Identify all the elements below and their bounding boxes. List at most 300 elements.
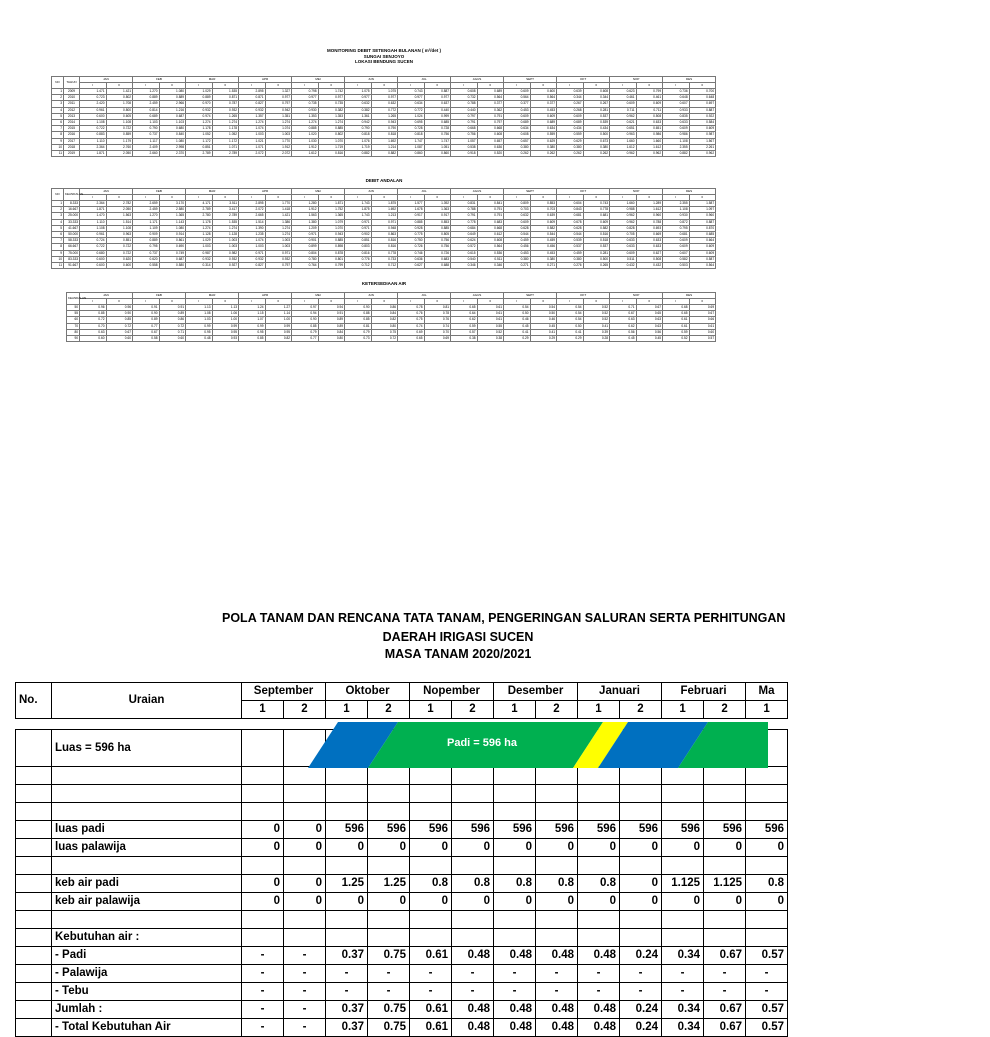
- table-cell: 1.029: [186, 238, 213, 244]
- half-header: II: [583, 299, 610, 305]
- half-header: I: [557, 195, 584, 201]
- table-cell: [494, 929, 536, 947]
- table-cell: [326, 785, 368, 803]
- table-cell: 2.370: [159, 150, 186, 156]
- table-cell: 0.516: [583, 231, 610, 237]
- table-cell: 0.680: [159, 126, 186, 132]
- table-cell: 0.48: [452, 1019, 494, 1037]
- table-cell: [536, 785, 578, 803]
- table-cell: 0: [410, 893, 452, 911]
- table-cell: 0.639: [557, 89, 584, 95]
- month-header: Januari: [578, 683, 662, 701]
- table-cell: -: [494, 965, 536, 983]
- table-cell: 1.770: [265, 138, 292, 144]
- half-header: II: [689, 83, 716, 89]
- table-cell: 0.537: [583, 244, 610, 250]
- table-cell: [620, 911, 662, 929]
- table-cell: 0.85: [80, 311, 107, 317]
- table-row: [16, 1001, 788, 1019]
- col-no: NO: [52, 77, 64, 89]
- table-cell: 2.459: [133, 101, 160, 107]
- row-year: 2010: [64, 95, 80, 101]
- table-cell: 2.780: [186, 213, 213, 219]
- blank-cell: [662, 767, 704, 785]
- table-cell: 596: [662, 821, 704, 839]
- table-cell: -: [620, 983, 662, 1001]
- table-cell: 0.54: [557, 305, 584, 311]
- table-cell: 0.54: [557, 311, 584, 317]
- table-cell: 0.818: [345, 132, 372, 138]
- table-cell: 1.770: [265, 201, 292, 207]
- row-label: keb air palawija: [52, 893, 242, 911]
- table-cell: [704, 785, 746, 803]
- table-cell: [242, 929, 284, 947]
- table-cell: 1.719: [345, 144, 372, 150]
- table-cell: 0.34: [662, 1001, 704, 1019]
- table-cell: 0.377: [530, 101, 557, 107]
- table-cell: 1.003: [265, 238, 292, 244]
- monitoring-title: [0, 48, 768, 65]
- table-cell: 0.609: [610, 101, 637, 107]
- table-cell: 0.76: [424, 317, 451, 323]
- table-cell: -: [662, 983, 704, 1001]
- table-cell: 2.459: [133, 207, 160, 213]
- table-cell: 0.977: [318, 95, 345, 101]
- table-cell: 0.633: [636, 119, 663, 125]
- table-cell: 0.977: [371, 95, 398, 101]
- table-cell: 1.108: [80, 225, 107, 231]
- table-cell: 0.539: [557, 238, 584, 244]
- table-cell: 0.48: [494, 1001, 536, 1019]
- blank-cell: [242, 767, 284, 785]
- month-header: NOP: [610, 189, 663, 195]
- table-cell: 0.628: [557, 225, 584, 231]
- half-header: II: [159, 195, 186, 201]
- table-row: [52, 262, 716, 268]
- table-cell: 0.609: [610, 250, 637, 256]
- table-cell: 0.440: [424, 107, 451, 113]
- table-cell: [242, 803, 284, 821]
- table-cell: 0.885: [318, 126, 345, 132]
- table-cell: 0.584: [689, 119, 716, 125]
- table-cell: 0.700: [689, 89, 716, 95]
- period-header: 2: [368, 701, 410, 719]
- table-cell: 1.392: [424, 201, 451, 207]
- row-no: [16, 803, 52, 821]
- table-cell: 0.943: [318, 231, 345, 237]
- table-cell: 1.535: [212, 89, 239, 95]
- table-cell: 0.790: [133, 126, 160, 132]
- table-cell: 0.54: [530, 305, 557, 311]
- table-cell: 1.110: [80, 138, 107, 144]
- table-cell: 0.75: [368, 1001, 410, 1019]
- table-cell: 2.072: [239, 150, 266, 156]
- table-cell: 1.871: [318, 201, 345, 207]
- table-cell: 0: [620, 875, 662, 893]
- row-no: [16, 983, 52, 1001]
- table-cell: 0.582: [663, 256, 690, 262]
- table-cell: 1.00: [265, 317, 292, 323]
- table-cell: 0.459: [504, 238, 531, 244]
- table-cell: 1.178: [212, 126, 239, 132]
- row-probability: 41.667: [64, 225, 80, 231]
- table-cell: 0: [284, 839, 326, 857]
- table-cell: 0.380: [583, 144, 610, 150]
- table-cell: 0.962: [610, 150, 637, 156]
- half-header: I: [345, 299, 372, 305]
- table-cell: 0.582: [530, 225, 557, 231]
- table-cell: 0.636: [398, 256, 425, 262]
- table-cell: 0.50: [530, 311, 557, 317]
- table-cell: 0.89: [318, 323, 345, 329]
- table-cell: -: [704, 965, 746, 983]
- table-cell: -: [242, 1001, 284, 1019]
- table-cell: 1.274: [265, 119, 292, 125]
- table-cell: 0.46: [530, 317, 557, 323]
- table-cell: 0.66: [689, 317, 716, 323]
- table-cell: 1.178: [186, 219, 213, 225]
- table-cell: 1.13: [212, 305, 239, 311]
- table-cell: 0.77: [292, 335, 319, 341]
- table-cell: [368, 911, 410, 929]
- table-cell: 0.377: [504, 101, 531, 107]
- row-no: 7: [52, 126, 64, 132]
- table-cell: 0.48: [494, 947, 536, 965]
- table-cell: 1.003: [186, 244, 213, 250]
- table-cell: 0: [242, 893, 284, 911]
- row-year: 2019: [64, 150, 80, 156]
- table-cell: 0.67: [133, 329, 160, 335]
- table-cell: 0.680: [80, 250, 107, 256]
- table-cell: 2.789: [186, 150, 213, 156]
- table-cell: 0.791: [451, 213, 478, 219]
- table-cell: 0.84: [318, 329, 345, 335]
- table-cell: 0.453: [530, 250, 557, 256]
- table-cell: 1.075: [345, 89, 372, 95]
- table-cell: 0.689: [557, 119, 584, 125]
- table-cell: 0.62: [451, 317, 478, 323]
- table-cell: 0: [662, 893, 704, 911]
- table-cell: 0.948: [371, 225, 398, 231]
- table-cell: 0.34: [662, 1019, 704, 1037]
- row-no: [16, 821, 52, 839]
- table-cell: 0.59: [663, 329, 690, 335]
- table-cell: 0.988: [610, 207, 637, 213]
- half-header: I: [504, 195, 531, 201]
- row-label: [52, 785, 242, 803]
- table-cell: 0.536: [477, 250, 504, 256]
- table-cell: 0: [662, 839, 704, 857]
- table-cell: 0.971: [371, 219, 398, 225]
- table-cell: 0.97: [292, 305, 319, 311]
- table-cell: 2.966: [159, 101, 186, 107]
- table-cell: 0.71: [159, 329, 186, 335]
- table-cell: 0.520: [477, 150, 504, 156]
- table-cell: 0.582: [583, 225, 610, 231]
- table-cell: 0.689: [504, 119, 531, 125]
- table-cell: 1.074: [239, 126, 266, 132]
- table-cell: 1.13: [186, 305, 213, 311]
- row-label: - Padi: [52, 947, 242, 965]
- table-cell: 1.587: [689, 201, 716, 207]
- table-cell: 1.535: [212, 219, 239, 225]
- table-cell: 0.267: [583, 101, 610, 107]
- table-cell: 0.48: [452, 947, 494, 965]
- table-cell: 0.537: [557, 244, 584, 250]
- table-cell: 0.799: [318, 262, 345, 268]
- table-cell: [326, 803, 368, 821]
- table-cell: 0.633: [636, 238, 663, 244]
- table-cell: 1.172: [212, 138, 239, 144]
- table-cell: 596: [410, 821, 452, 839]
- table-cell: 0.887: [689, 107, 716, 113]
- table-cell: 2.789: [186, 207, 213, 213]
- table-cell: 0.61: [477, 317, 504, 323]
- table-cell: 0.99: [212, 323, 239, 329]
- row-year: 2009: [64, 89, 80, 95]
- table-cell: 0.609: [557, 113, 584, 119]
- table-cell: 0.634: [398, 101, 425, 107]
- table-cell: 0.835: [663, 113, 690, 119]
- table-cell: 1.052: [186, 132, 213, 138]
- table-cell: 0.632: [504, 213, 531, 219]
- table-cell: 0.52: [583, 317, 610, 323]
- half-header: I: [186, 195, 213, 201]
- table-cell: 1.117: [133, 138, 160, 144]
- half-header: II: [424, 299, 451, 305]
- table-cell: 1.871: [80, 207, 107, 213]
- table-cell: 1.003: [212, 244, 239, 250]
- table-cell: [536, 929, 578, 947]
- table-cell: 0.987: [186, 250, 213, 256]
- half-header: I: [557, 299, 584, 305]
- table-cell: 0.689: [477, 89, 504, 95]
- table-cell: [410, 911, 452, 929]
- table-cell: 1.079: [318, 219, 345, 225]
- table-cell: 0.52: [583, 305, 610, 311]
- table-cell: [452, 857, 494, 875]
- table-row: [67, 335, 716, 341]
- table-cell: 0.41: [583, 323, 610, 329]
- table-cell: 0: [536, 893, 578, 911]
- table-cell: 0.73: [345, 335, 372, 341]
- table-cell: 0.851: [345, 238, 372, 244]
- table-cell: 0.607: [663, 250, 690, 256]
- row-no: 9: [52, 250, 64, 256]
- table-cell: 1.380: [292, 219, 319, 225]
- table-cell: 1.365: [159, 213, 186, 219]
- half-header: II: [636, 83, 663, 89]
- table-cell: 0.518: [583, 238, 610, 244]
- table-cell: 0.50: [504, 311, 531, 317]
- table-cell: 0.608: [477, 238, 504, 244]
- row-no: 8: [52, 132, 64, 138]
- table-cell: 0.500: [583, 132, 610, 138]
- month-header: OKT: [557, 77, 610, 83]
- table-cell: [578, 785, 620, 803]
- table-cell: 0.724: [80, 238, 107, 244]
- row-no: [16, 857, 52, 875]
- table-cell: 1.003: [239, 132, 266, 138]
- col-probability: KEANDALAN: [64, 189, 80, 201]
- table-cell: 0.889: [159, 95, 186, 101]
- table-cell: 0.48: [536, 1001, 578, 1019]
- table-cell: 0.37: [326, 1001, 368, 1019]
- table-cell: 0.52: [583, 311, 610, 317]
- table-cell: 0.67: [106, 329, 133, 335]
- month-header: JUL: [398, 293, 451, 299]
- table-cell: 1.386: [265, 219, 292, 225]
- table-cell: [410, 929, 452, 947]
- table-cell: 1.353: [318, 113, 345, 119]
- table-cell: 0.57: [746, 947, 788, 965]
- blank-cell: [452, 767, 494, 785]
- table-cell: 0.818: [371, 132, 398, 138]
- table-cell: 0.871: [239, 95, 266, 101]
- period-header: 1: [242, 701, 284, 719]
- half-header: II: [583, 195, 610, 201]
- table-cell: 0.827: [239, 101, 266, 107]
- table-cell: 1.074: [239, 238, 266, 244]
- blank-cell: [578, 767, 620, 785]
- table-cell: 0.91: [159, 305, 186, 311]
- half-header: I: [610, 195, 637, 201]
- table-cell: 0: [746, 893, 788, 911]
- table-cell: 0.609: [530, 113, 557, 119]
- half-header: II: [212, 299, 239, 305]
- table-cell: 1.353: [292, 113, 319, 119]
- half-header: I: [186, 83, 213, 89]
- table-cell: 0.735: [318, 101, 345, 107]
- table-cell: -: [284, 965, 326, 983]
- month-header: OKT: [557, 189, 610, 195]
- table-cell: 0.37: [326, 947, 368, 965]
- table-cell: 0.65: [398, 335, 425, 341]
- table-cell: 0.8: [494, 875, 536, 893]
- table-cell: 0.559: [530, 132, 557, 138]
- table-row: [16, 983, 788, 1001]
- table-cell: 0.681: [663, 231, 690, 237]
- table-cell: 0.382: [318, 107, 345, 113]
- table-cell: 0: [494, 839, 536, 857]
- header-row: [16, 683, 788, 701]
- table-cell: 0.688: [424, 262, 451, 268]
- table-cell: 0.281: [583, 250, 610, 256]
- half-header: I: [398, 83, 425, 89]
- row-probability: 91.667: [64, 262, 80, 268]
- table-cell: 0.38: [477, 335, 504, 341]
- table-cell: 0.863: [371, 231, 398, 237]
- table-cell: 0.711: [636, 107, 663, 113]
- table-cell: [704, 857, 746, 875]
- table-cell: 0.72: [106, 323, 133, 329]
- table-cell: 1.871: [80, 150, 107, 156]
- table-cell: 0.987: [689, 132, 716, 138]
- table-cell: 0.80: [371, 323, 398, 329]
- table-cell: 0.63: [636, 323, 663, 329]
- table-cell: 0.60: [689, 329, 716, 335]
- table-cell: 0.380: [557, 144, 584, 150]
- half-header: I: [80, 195, 107, 201]
- table-cell: 0.870: [689, 225, 716, 231]
- table-cell: 0.81: [424, 305, 451, 311]
- table-cell: 1.209: [292, 225, 319, 231]
- table-cell: 0.628: [504, 225, 531, 231]
- table-cell: [368, 857, 410, 875]
- table-cell: -: [368, 983, 410, 1001]
- table-cell: 2.659: [133, 201, 160, 207]
- table-cell: 0.500: [583, 256, 610, 262]
- table-cell: 0: [368, 893, 410, 911]
- table-cell: [368, 803, 410, 821]
- table-cell: 0.67: [704, 947, 746, 965]
- table-cell: 596: [368, 821, 410, 839]
- table-cell: -: [284, 947, 326, 965]
- table-cell: 0.564: [504, 95, 531, 101]
- table-cell: 0.756: [424, 238, 451, 244]
- half-header: II: [106, 83, 133, 89]
- table-cell: 0.48: [578, 1001, 620, 1019]
- month-header: SEPT: [504, 293, 557, 299]
- table-cell: 0.48: [536, 947, 578, 965]
- table-cell: 1.06: [212, 311, 239, 317]
- month-header: Ma: [746, 683, 788, 701]
- half-header: II: [477, 195, 504, 201]
- table-cell: 0.90: [133, 311, 160, 317]
- cropping-band: [308, 722, 768, 768]
- table-cell: -: [578, 965, 620, 983]
- table-cell: 0.72: [80, 317, 107, 323]
- table-row: [16, 965, 788, 983]
- table-cell: 1.577: [398, 201, 425, 207]
- table-cell: 0.52: [663, 335, 690, 341]
- table-cell: 1.567: [689, 138, 716, 144]
- table-cell: 0.69: [689, 305, 716, 311]
- table-cell: 2.420: [80, 101, 107, 107]
- table-cell: 0: [578, 839, 620, 857]
- month-header: JAN: [80, 293, 133, 299]
- table-cell: [284, 929, 326, 947]
- table-cell: 1.071: [212, 144, 239, 150]
- table-cell: 0.887: [424, 89, 451, 95]
- table-cell: 0.50: [557, 323, 584, 329]
- table-cell: 0.56: [610, 329, 637, 335]
- blank-cell: [494, 767, 536, 785]
- table-cell: 1.692: [371, 138, 398, 144]
- table-cell: 0.962: [610, 213, 637, 219]
- half-header: I: [663, 83, 690, 89]
- half-header: II: [265, 299, 292, 305]
- table-cell: 0: [410, 839, 452, 857]
- table-cell: 1.030: [292, 138, 319, 144]
- row-label: - Total Kebutuhan Air: [52, 1019, 242, 1037]
- blank-cell: [704, 767, 746, 785]
- row-label: luas padi: [52, 821, 242, 839]
- row-no: 1: [52, 201, 64, 207]
- half-header: II: [212, 83, 239, 89]
- table-cell: [578, 803, 620, 821]
- table-cell: [704, 911, 746, 929]
- table-cell: 1.087: [398, 144, 425, 150]
- table-cell: -: [452, 983, 494, 1001]
- table-cell: 0.882: [663, 150, 690, 156]
- table-cell: 0.728: [424, 126, 451, 132]
- table-cell: 0.24: [620, 947, 662, 965]
- table-cell: 1.080: [159, 89, 186, 95]
- row-no: 11: [52, 150, 64, 156]
- table-cell: [326, 911, 368, 929]
- table-cell: 0.689: [133, 113, 160, 119]
